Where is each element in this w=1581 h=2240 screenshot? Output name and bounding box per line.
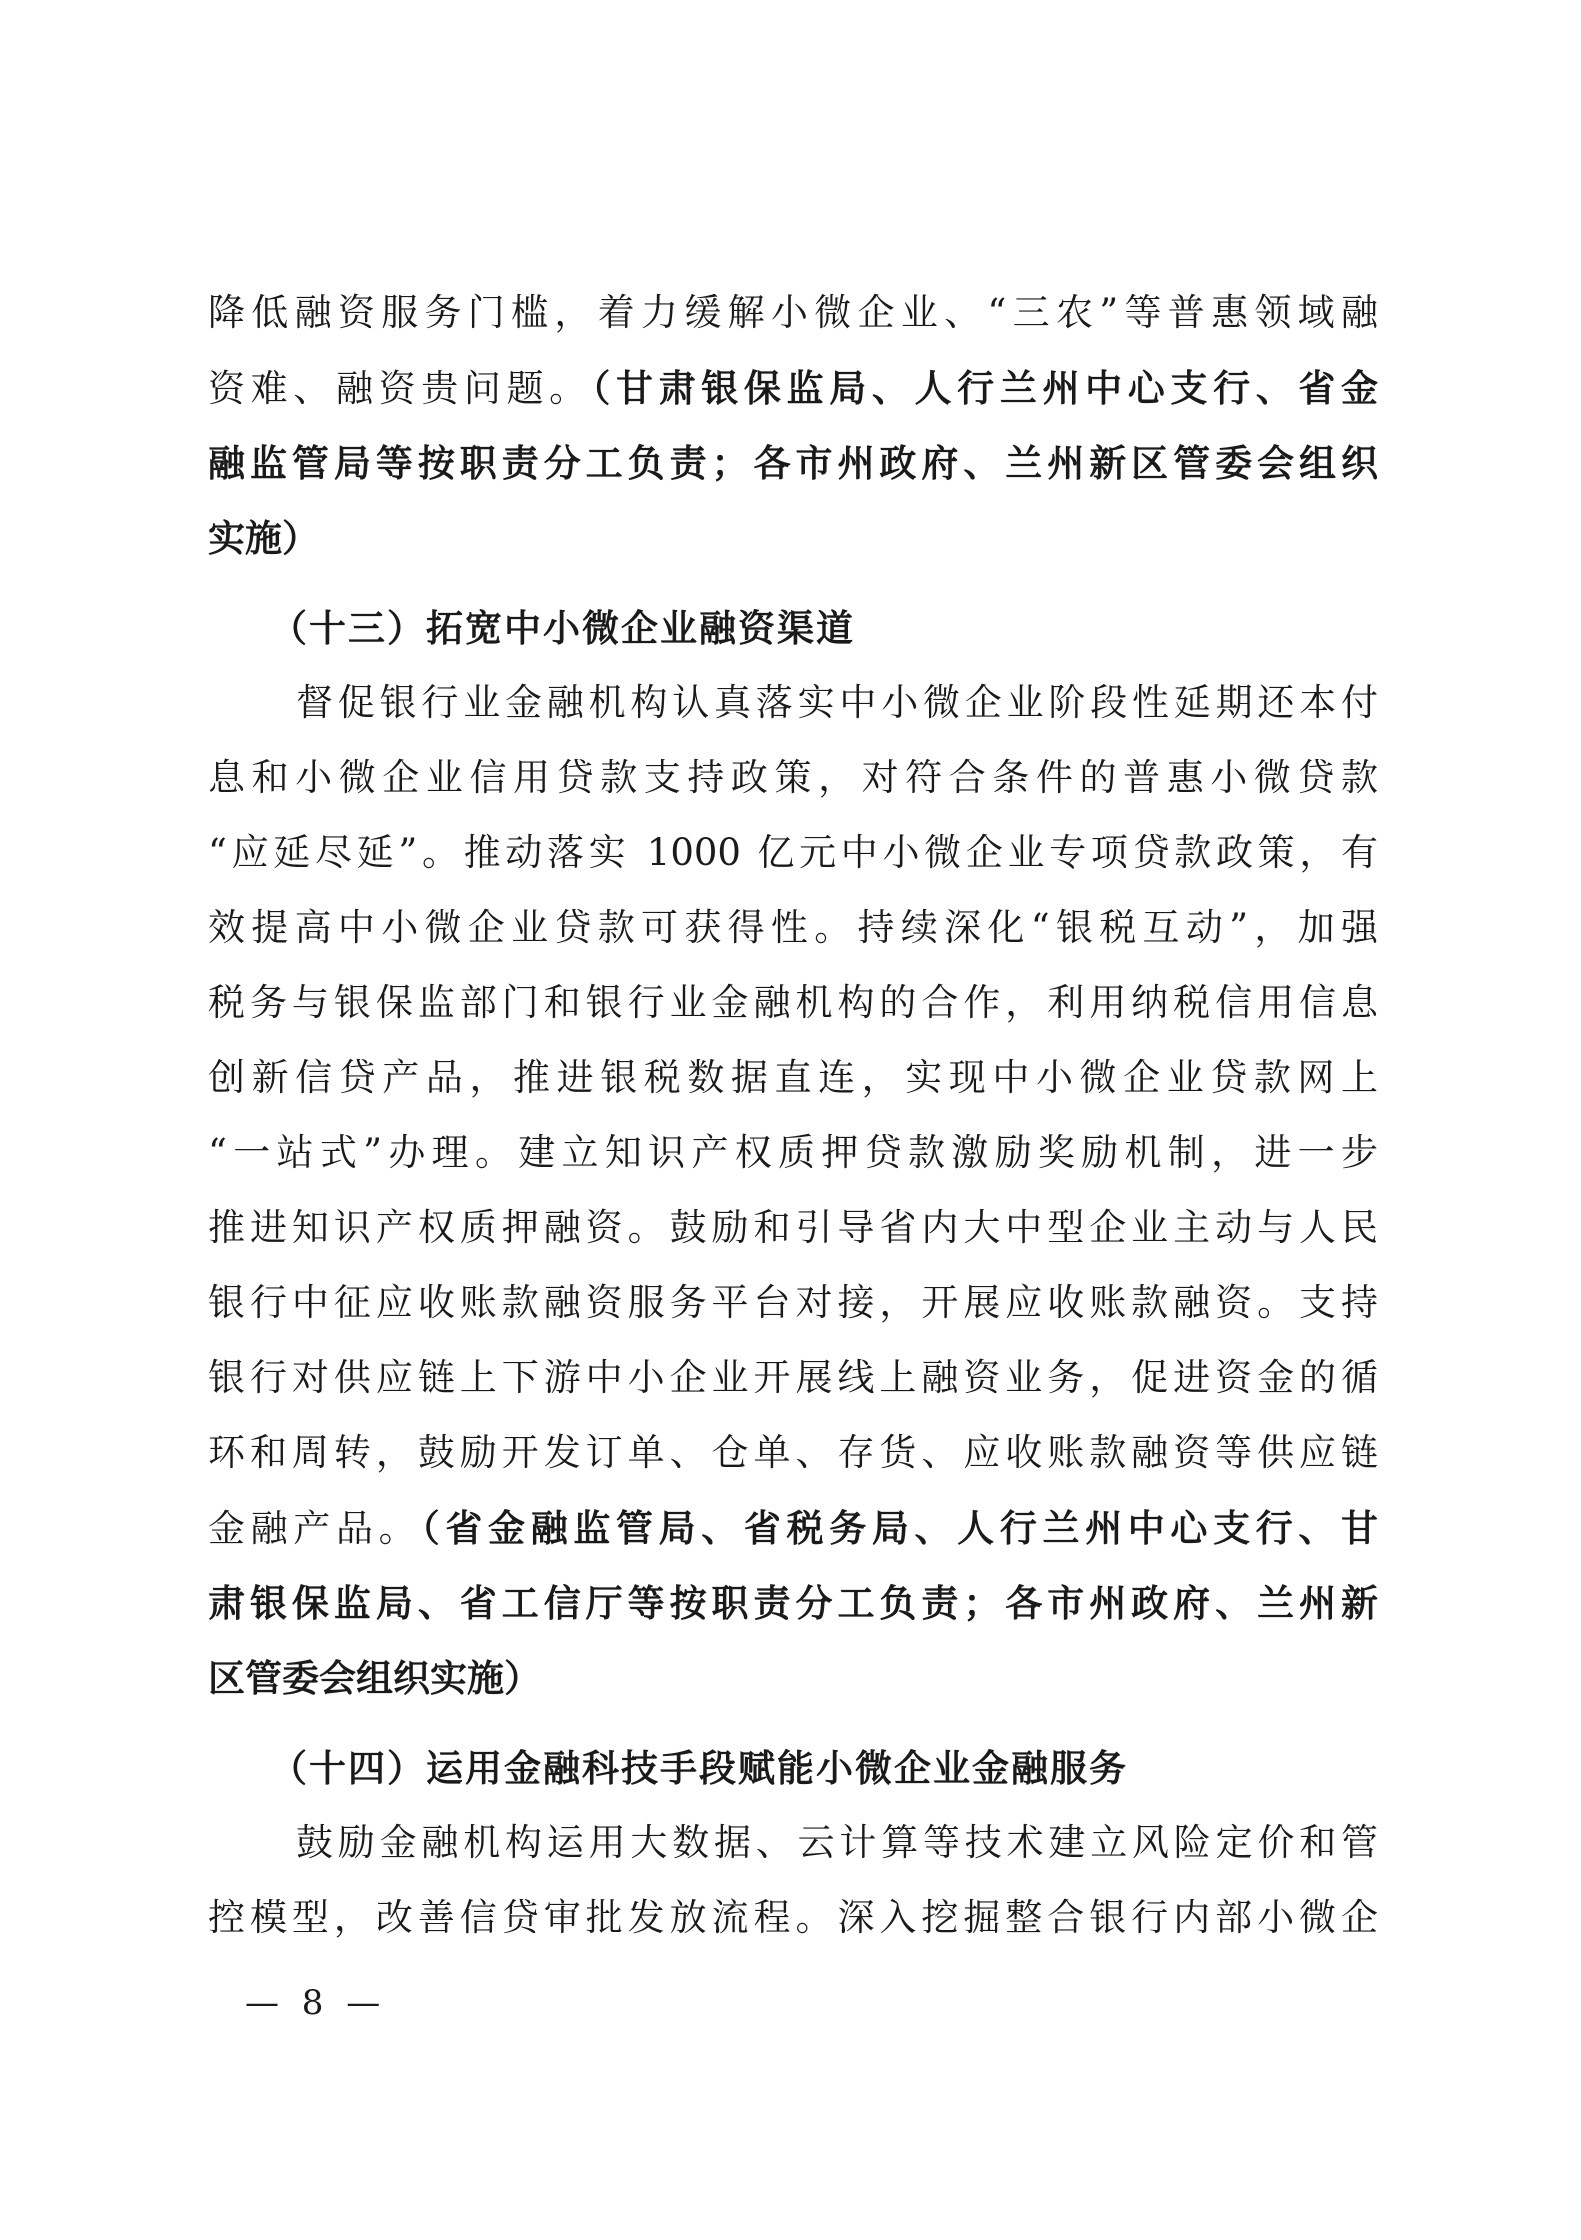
paragraph-line: 督促银行业金融机构认真落实中小微企业阶段性延期还本付 bbox=[296, 681, 1378, 724]
paragraph-line: 推进知识产权质押融资。鼓励和引导省内大中型企业主动与人民 bbox=[208, 1206, 1378, 1249]
section-heading-14: （十四）运用金融科技手段赋能小微企业金融服务 bbox=[270, 1746, 1128, 1790]
responsibility-note-line: 实施） bbox=[208, 516, 319, 560]
page-number: — 8 — bbox=[245, 1983, 387, 2023]
text-run: 金融产品。 bbox=[208, 1507, 422, 1550]
responsibility-note-line: 区管委会组织实施） bbox=[208, 1656, 541, 1700]
paragraph-line: 银行中征应收账款融资服务平台对接，开展应收账款融资。支持 bbox=[208, 1281, 1378, 1324]
responsibility-note-line: 融监管局等按职责分工负责；各市州政府、兰州新区管委会组织 bbox=[208, 441, 1378, 485]
paragraph-line: 控模型，改善信贷审批发放流程。深入挖掘整合银行内部小微企 bbox=[208, 1896, 1378, 1939]
responsibility-note: （甘肃银保监局、人行兰州中心支行、省金 bbox=[591, 366, 1378, 410]
paragraph-line: 鼓励金融机构运用大数据、云计算等技术建立风险定价和管 bbox=[296, 1821, 1378, 1864]
paragraph-line bbox=[208, 358, 1378, 418]
paragraph-line: 效提高中小微企业贷款可获得性。持续深化“银税互动”，加强 bbox=[208, 906, 1378, 949]
responsibility-note: （省金融监管局、省税务局、人行兰州中心支行、甘 bbox=[421, 1506, 1378, 1550]
paragraph-line: “应延尽延”。推动落实 1000 亿元中小微企业专项贷款政策，有 bbox=[208, 831, 1378, 874]
paragraph-line: 降低融资服务门槛，着力缓解小微企业、“三农”等普惠领域融 bbox=[208, 291, 1378, 334]
paragraph-line: “一站式”办理。建立知识产权质押贷款激励奖励机制，进一步 bbox=[208, 1131, 1378, 1174]
paragraph-line: 银行对供应链上下游中小企业开展线上融资业务，促进资金的循 bbox=[208, 1356, 1378, 1399]
responsibility-note-line: 肃银保监局、省工信厅等按职责分工负责；各市州政府、兰州新 bbox=[208, 1581, 1378, 1625]
paragraph-line: 息和小微企业信用贷款支持政策，对符合条件的普惠小微贷款 bbox=[208, 756, 1378, 799]
paragraph-line: 环和周转，鼓励开发订单、仓单、存货、应收账款融资等供应链 bbox=[208, 1431, 1378, 1474]
section-heading-13: （十三）拓宽中小微企业融资渠道 bbox=[270, 606, 855, 650]
paragraph-line: 税务与银保监部门和银行业金融机构的合作，利用纳税信用信息 bbox=[208, 981, 1378, 1024]
paragraph-line bbox=[208, 1498, 1378, 1558]
paragraph-line: 创新信贷产品，推进银税数据直连，实现中小微企业贷款网上 bbox=[208, 1056, 1378, 1099]
text-run: 资难、融资贵问题。 bbox=[208, 367, 592, 410]
